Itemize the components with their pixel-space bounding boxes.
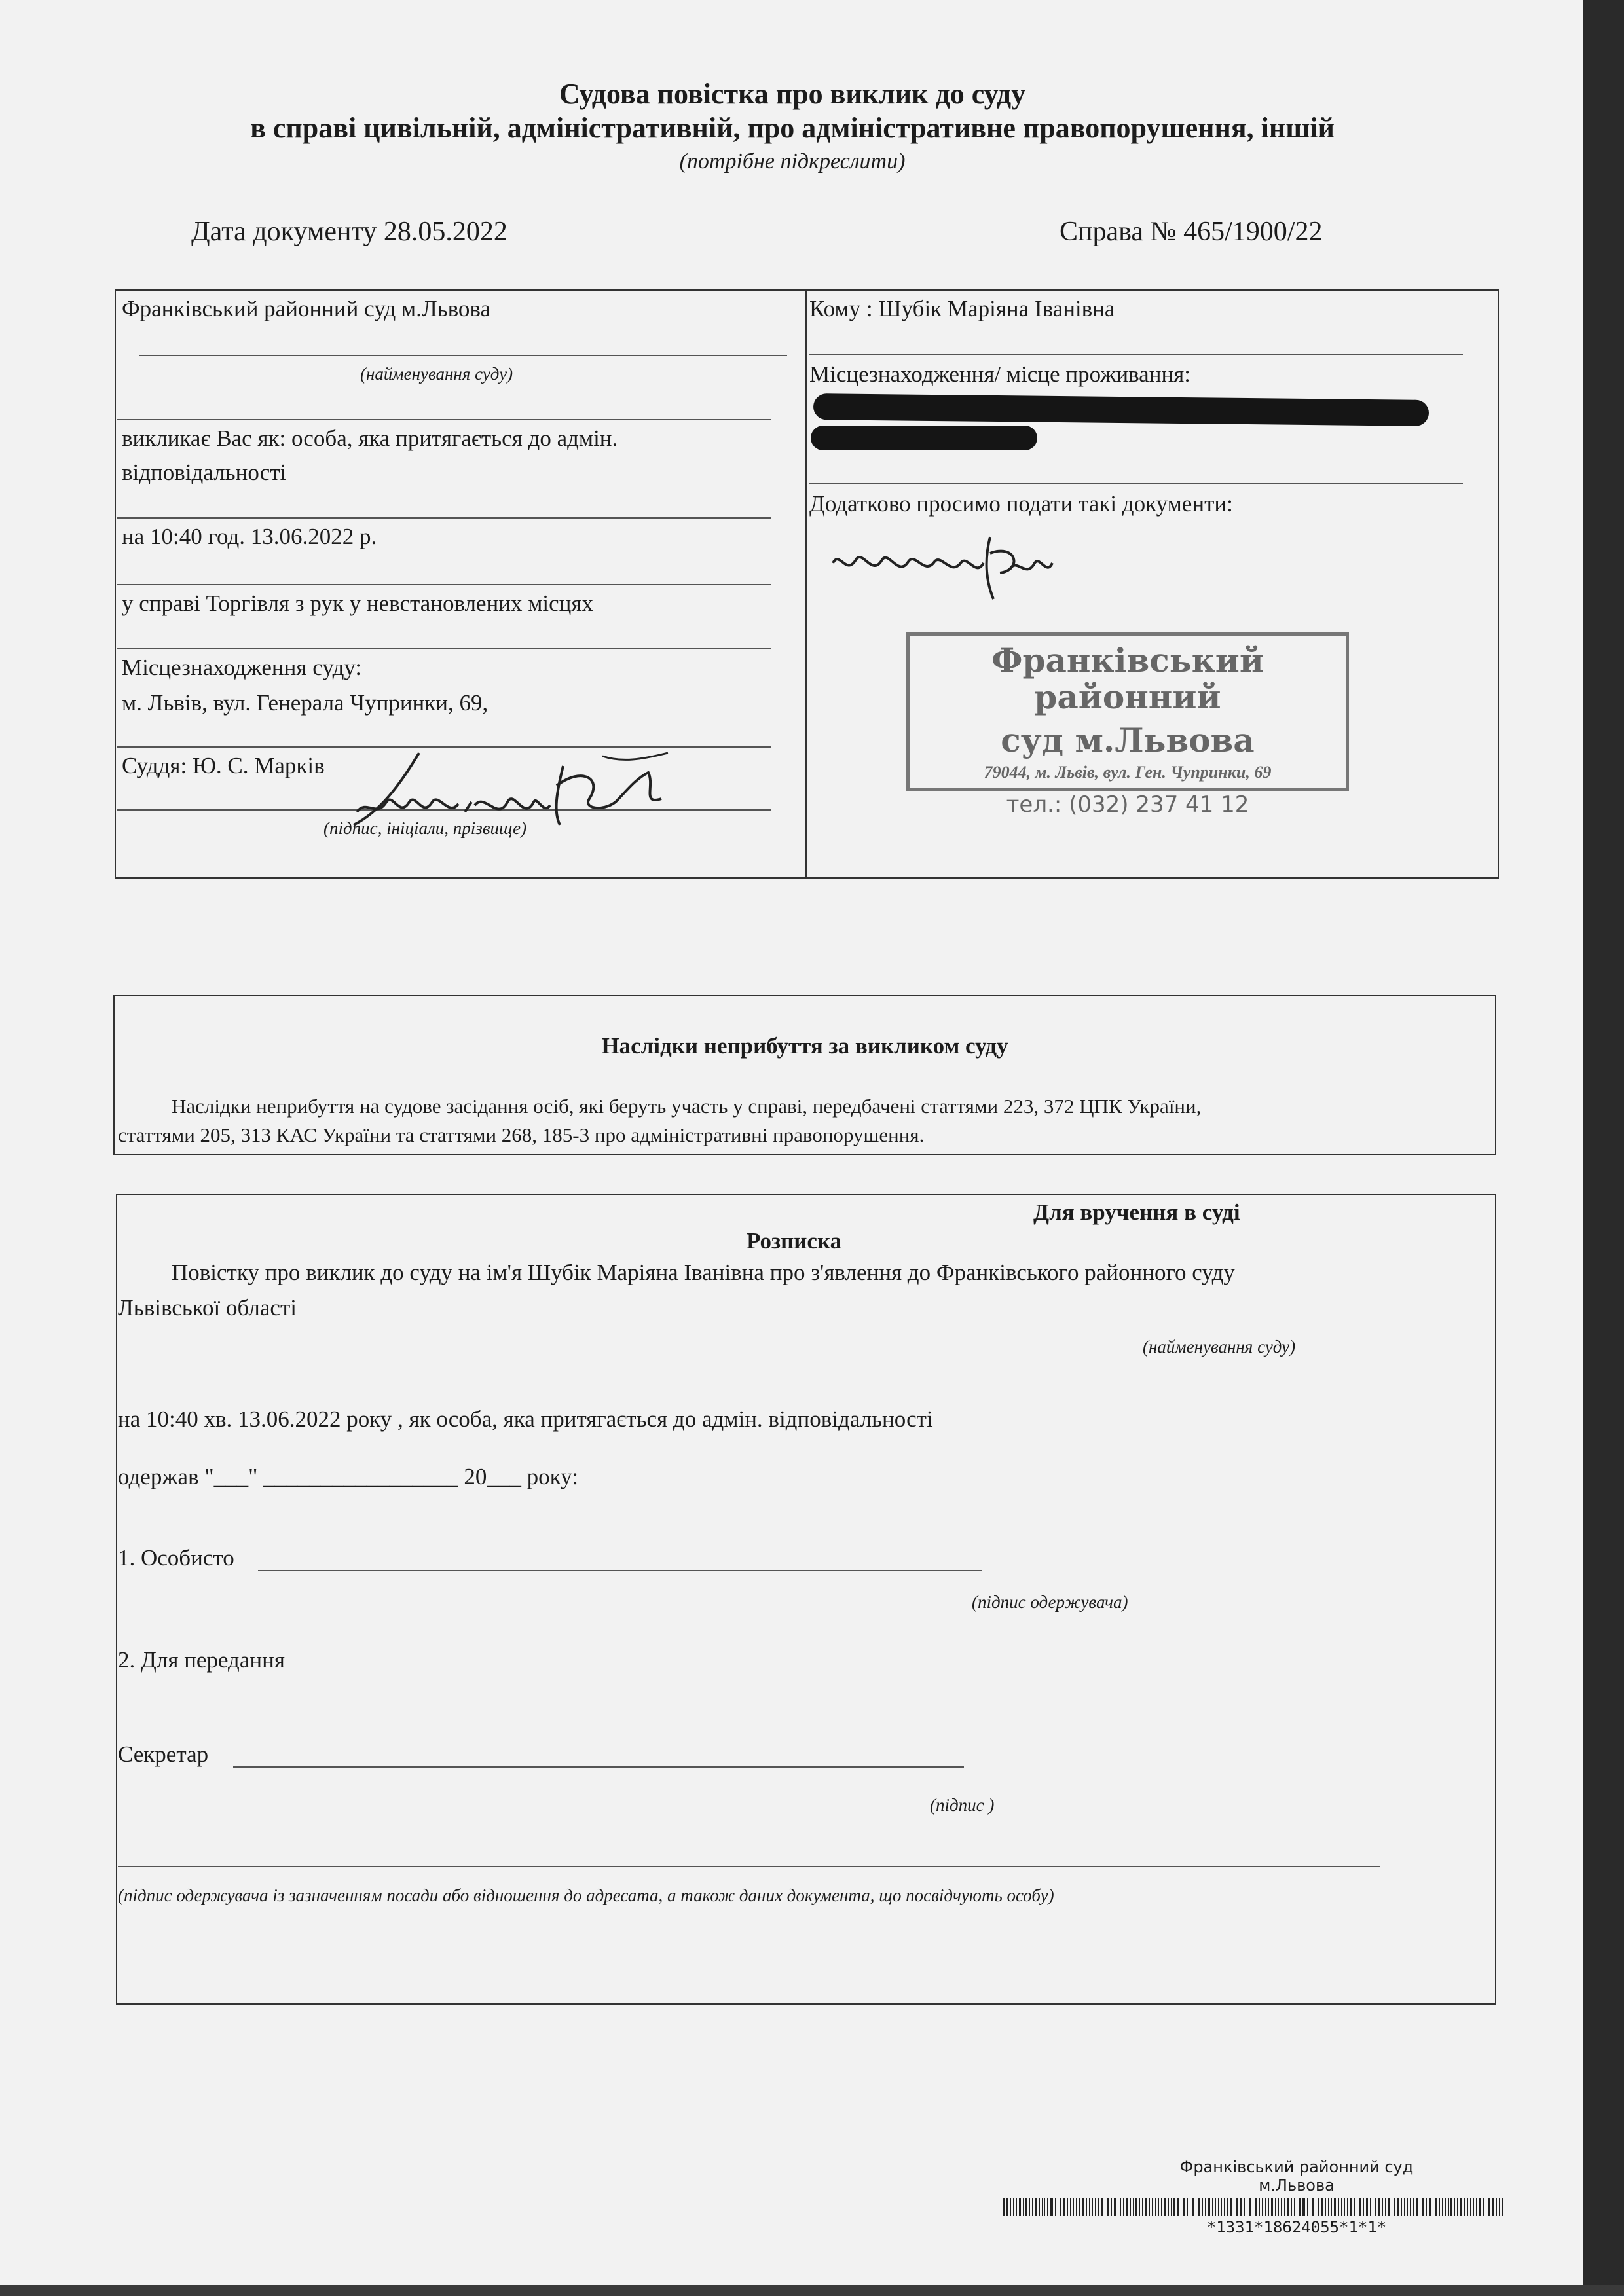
barcode-bar [1442,2198,1443,2216]
barcode-bar [1460,2198,1462,2216]
barcode-bar [1302,2198,1304,2216]
receipt-text: Повістку про виклик до суду на ім'я Шубік Маріяна Іванівна про з'явлення до Франківського районного суду [172,1260,1235,1285]
barcode-bar [1013,2198,1014,2216]
barcode-bar [1401,2198,1402,2216]
stamp-line2: суд м.Львова [1001,721,1255,759]
footer-org: Франківський районний суд [1179,2158,1414,2176]
barcode-bar [1439,2198,1440,2216]
barcode [1001,2198,1505,2216]
barcode-bar [1470,2198,1471,2216]
column-divider [805,289,807,879]
barcode-bar [1161,2198,1163,2216]
barcode-bar [1397,2198,1399,2216]
barcode-bar [1130,2198,1131,2216]
case-subject: у справі Торгівля з рук у невстановлених місцях [122,591,593,616]
court-name-caption: (найменування суду) [360,364,513,384]
document-subtitle: (потрібне підкреслити) [679,149,906,173]
barcode-bar [1363,2198,1364,2216]
divider [117,517,771,519]
barcode-bar [1070,2198,1071,2216]
barcode-bar [1359,2198,1360,2216]
underline [139,355,787,356]
barcode-bar [1278,2198,1279,2216]
for-transfer-label: 2. Для передання [118,1647,285,1673]
barcode-bar [1107,2198,1108,2216]
barcode-bar [1454,2198,1455,2216]
barcode-bar [1101,2198,1103,2216]
barcode-bar [1079,2198,1080,2216]
barcode-bar [1171,2198,1172,2216]
barcode-bar [1089,2198,1090,2216]
barcode-bar [1479,2198,1481,2216]
barcode-bar [1098,2198,1099,2216]
barcode-bar [1212,2198,1213,2216]
barcode-bar [1139,2198,1140,2216]
barcode-bar [1010,2198,1012,2216]
barcode-bar [1192,2198,1194,2216]
barcode-bar [1063,2198,1064,2216]
barcode-bar [1142,2198,1143,2216]
document-date: Дата документу 28.05.2022 [191,217,507,247]
personally-label: 1. Особисто [118,1545,234,1571]
barcode-bar [1426,2198,1427,2216]
barcode-bar [1164,2198,1166,2216]
barcode-bar [1331,2198,1332,2216]
barcode-bar [1042,2198,1043,2216]
documents-label: Додатково просимо подати такі документи: [809,491,1233,517]
barcode-bar [1173,2198,1175,2216]
summoned-as: викликає Вас як: особа, яка притягається до адмін. [122,426,618,451]
recipient-name: Кому : Шубік Маріяна Іванівна [809,296,1115,321]
court-stamp [906,632,1349,818]
barcode-bar [1208,2198,1210,2216]
barcode-bar [1019,2198,1021,2216]
barcode-bar [1488,2198,1490,2216]
barcode-bar [1198,2198,1200,2216]
barcode-bar [1073,2198,1075,2216]
divider [809,483,1463,484]
barcode-bar [1047,2198,1048,2216]
barcode-bar [1382,2198,1383,2216]
secretary-label: Секретар [118,1741,209,1767]
barcode-bar [1050,2198,1052,2216]
barcode-bar [1366,2198,1368,2216]
scan-edge-bottom [0,2285,1624,2296]
barcode-bar [1187,2198,1188,2216]
barcode-bar [1450,2198,1452,2216]
consequences-title: Наслідки неприбуття за викликом суду [601,1033,1008,1059]
barcode-bar [1155,2198,1156,2216]
barcode-bar [1133,2198,1134,2216]
consequences-text: Наслідки неприбуття на судове засідання осіб, які беруть участь у справі, передбачені статтями 223, 372 ЦПК України, [172,1095,1202,1118]
barcode-bar [1341,2198,1342,2216]
barcode-bar [1126,2198,1127,2216]
barcode-bar [1111,2198,1112,2216]
barcode-bar [1076,2198,1077,2216]
barcode-bar [1271,2198,1273,2216]
barcode-bar [1410,2198,1411,2216]
hearing-time: на 10:40 год. 13.06.2022 р. [122,524,377,549]
recipient-full-signature-line[interactable] [118,1866,1380,1867]
handwritten-docs-icon [826,517,1056,602]
divider [117,648,771,649]
barcode-bar [1394,2198,1395,2216]
barcode-bar [1448,2198,1449,2216]
barcode-bar [1268,2198,1269,2216]
personally-signature-line[interactable] [258,1570,982,1571]
receipt-time-line: на 10:40 хв. 13.06.2022 року , як особа, яка притягається до адмін. відповідальності [118,1406,933,1432]
court-name: Франківський районний суд м.Львова [122,296,491,321]
barcode-bar [1039,2198,1040,2216]
barcode-bar [1149,2198,1150,2216]
barcode-bar [1435,2198,1436,2216]
barcode-bar [1095,2198,1096,2216]
barcode-bar [1120,2198,1121,2216]
barcode-bar [1224,2198,1226,2216]
barcode-bar [1378,2198,1379,2216]
barcode-bar [1375,2198,1376,2216]
barcode-bar [1287,2198,1289,2216]
secretary-signature-caption: (підпис ) [930,1795,995,1815]
barcode-bar [1404,2198,1405,2216]
barcode-bar [1092,2198,1093,2216]
barcode-bar [1177,2198,1179,2216]
barcode-bar [1370,2198,1371,2216]
barcode-bar [1294,2198,1295,2216]
barcode-bar [1249,2198,1251,2216]
barcode-bar [1145,2198,1147,2216]
barcode-bar [1344,2198,1345,2216]
barcode-bar [1416,2198,1418,2216]
barcode-bar [1006,2198,1007,2216]
barcode-bar [1135,2198,1137,2216]
barcode-bar [1467,2198,1468,2216]
barcode-bar [1032,2198,1033,2216]
stamp-line1: Франківський районний [991,641,1264,716]
barcode-bar [1255,2198,1257,2216]
recipient-signature-caption: (підпис одержувача) [972,1592,1128,1612]
barcode-bar [1328,2198,1329,2216]
barcode-bar [1299,2198,1301,2216]
barcode-bar [1044,2198,1045,2216]
barcode-bar [1307,2198,1308,2216]
barcode-bar [1354,2198,1355,2216]
judge-signature-icon [341,740,681,838]
barcode-bar [1457,2198,1458,2216]
barcode-bar [1464,2198,1465,2216]
barcode-bar [1334,2198,1336,2216]
barcode-bar [1445,2198,1446,2216]
barcode-bar [1003,2198,1005,2216]
barcode-bar [1407,2198,1408,2216]
receipt-title: Розписка [747,1228,842,1254]
barcode-bar [1023,2198,1024,2216]
barcode-bar [1025,2198,1027,2216]
barcode-bar [1227,2198,1228,2216]
barcode-bar [1318,2198,1320,2216]
divider [117,584,771,585]
divider [809,354,1463,355]
barcode-bar [1422,2198,1423,2216]
barcode-bar [1275,2198,1276,2216]
barcode-bar [1476,2198,1478,2216]
barcode-bar [1067,2198,1068,2216]
barcode-bar [1502,2198,1503,2216]
barcode-bar [1312,2198,1314,2216]
barcode-bar [1060,2198,1061,2216]
consequences-text-line2: статтями 205, 313 КАС України та статтями 268, 185-3 про адміністративні правопорушення. [118,1123,925,1146]
stamp-phone: тел.: (032) 237 41 12 [1006,792,1249,818]
barcode-bar [1114,2198,1116,2216]
barcode-bar [1152,2198,1153,2216]
receipt-box [116,1194,1496,2005]
document-title-line2: в справі цивільній, адміністративній, про адміністративне правопорушення, іншій [250,112,1335,144]
redaction-mark [811,426,1037,450]
document-title: Судова повістка про виклик до суду [559,78,1026,110]
barcode-bar [1016,2198,1017,2216]
barcode-bar [1123,2198,1124,2216]
receipt-text-line2: Львівської області [118,1295,297,1321]
court-location-label: Місцезнаходження суду: [122,655,362,680]
barcode-bar [1218,2198,1219,2216]
barcode-bar [1183,2198,1184,2216]
barcode-bar [1492,2198,1494,2216]
barcode-bar [1035,2198,1037,2216]
case-number: Справа № 465/1900/22 [1060,217,1323,247]
barcode-bar [1236,2198,1238,2216]
barcode-bar [1325,2198,1327,2216]
receipt-footer-caption: (підпис одержувача із зазначенням посади або відношення до адресата, а також даних документа, що посвідчують особу) [118,1886,1054,1905]
barcode-bar [1291,2198,1292,2216]
footer-org-line2: м.Львова [1259,2176,1335,2195]
barcode-bar [1240,2198,1242,2216]
divider [117,419,771,420]
residence-label: Місцезнаходження/ місце проживання: [809,361,1190,387]
receipt-court-caption: (найменування суду) [1143,1337,1296,1357]
barcode-bar [1202,2198,1203,2216]
summoned-as-line2: відповідальності [122,460,287,485]
judge-name: Суддя: Ю. С. Марків [122,753,325,778]
barcode-text: *1331*18624055*1*1* [1206,2218,1387,2236]
secretary-signature-line[interactable] [233,1766,964,1768]
for-court-delivery: Для вручення в суді [1033,1199,1240,1225]
barcode-bar [1413,2198,1415,2216]
barcode-bar [1265,2198,1266,2216]
barcode-bar [1350,2198,1352,2216]
barcode-bar [1082,2198,1084,2216]
barcode-bar [1499,2198,1500,2216]
received-date-line: одержав "___" _________________ 20___ року: [118,1464,578,1489]
barcode-bar [1230,2198,1231,2216]
barcode-bar [1205,2198,1206,2216]
barcode-bar [1284,2198,1285,2216]
barcode-bar [1215,2198,1216,2216]
barcode-bar [1321,2198,1322,2216]
barcode-bar [1388,2198,1390,2216]
barcode-bar [1347,2198,1348,2216]
judge-caption: (підпис, ініціали, прізвище) [323,818,527,838]
barcode-bar [1262,2198,1264,2216]
court-location: м. Львів, вул. Генерала Чупринки, 69, [122,690,489,716]
barcode-bar [1281,2198,1282,2216]
barcode-bar [1385,2198,1386,2216]
barcode-bar [1055,2198,1056,2216]
scan-edge-right [1583,0,1624,2296]
barcode-bar [1429,2198,1431,2216]
stamp-address: 79044, м. Львів, вул. Ген. Чупринки, 69 [984,763,1272,782]
